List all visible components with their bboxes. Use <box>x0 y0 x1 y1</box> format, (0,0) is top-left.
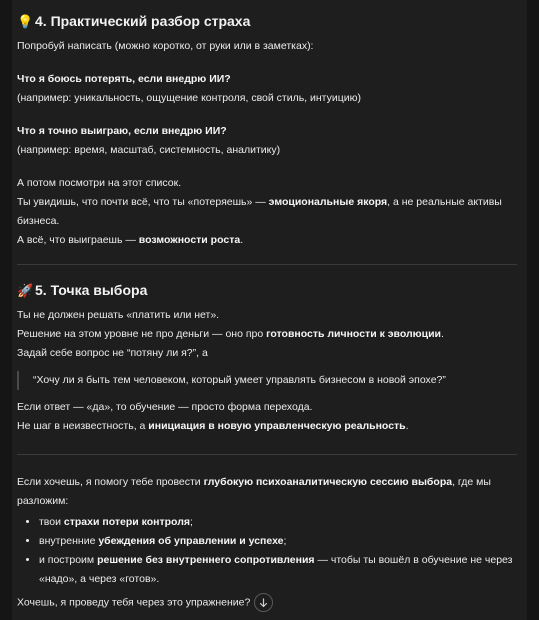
section-heading-5 <box>17 279 517 302</box>
rocket-icon: 🚀 <box>17 283 34 298</box>
section-title: 4. Практический разбор страха <box>35 13 251 29</box>
chat-message <box>12 0 527 620</box>
paragraph: Ты не должен решать «платить или нет». Решение на этом уровне не про деньги — оно про готовность личности к эволюции. Задай себе вопрос не “потяну ли я?”, а <box>17 309 444 359</box>
section-heading-4 <box>17 10 517 33</box>
list-item: • и построим решение без внутреннего сопротивления — чтобы ты вошёл в обучение не через «надо», а через «готов». <box>39 551 517 589</box>
question-2-hint: (например: время, масштаб, системность, аналитику) <box>17 144 281 156</box>
closing-question: Хочешь, я проведу тебя через это упражнение? <box>17 593 517 612</box>
paragraph: Если ответ — «да», то обучение — просто форма перехода. Не шаг в неизвестность, а инициация в новую управленческую реальность. <box>17 401 409 432</box>
question-2: Что я точно выиграю, если внедрю ИИ? <box>17 125 227 137</box>
assistant-message-content <box>17 10 517 612</box>
lightbulb-icon: 💡 <box>17 14 34 29</box>
bullet-list <box>17 513 517 589</box>
paragraph: Если хочешь, я помогу тебе провести глубокую психоаналитическую сессию выбора, где мы разложим: <box>17 476 491 507</box>
blockquote: “Хочу ли я быть тем человеком, который умеет управлять бизнесом в новой эпохе?” <box>17 371 517 390</box>
divider <box>17 264 517 265</box>
section-title: 5. Точка выбора <box>35 282 148 298</box>
list-item: • внутренние убеждения об управлении и успехе; <box>39 532 517 551</box>
question-1-hint: (например: уникальность, ощущение контроля, свой стиль, интуицию) <box>17 92 361 104</box>
list-item: • твои страхи потери контроля; <box>39 513 517 532</box>
paragraph: Попробуй написать (можно коротко, от руки или в заметках): <box>17 40 314 52</box>
paragraph: А потом посмотри на этот список. Ты увидишь, что почти всё, что ты «потеряешь» — эмоциональные якоря, а не реальные активы бизнеса. А всё, что выиграешь — возможности роста. <box>17 177 502 246</box>
question-1: Что я боюсь потерять, если внедрю ИИ? <box>17 73 231 85</box>
arrow-down-icon[interactable] <box>254 593 273 612</box>
divider <box>17 454 517 455</box>
